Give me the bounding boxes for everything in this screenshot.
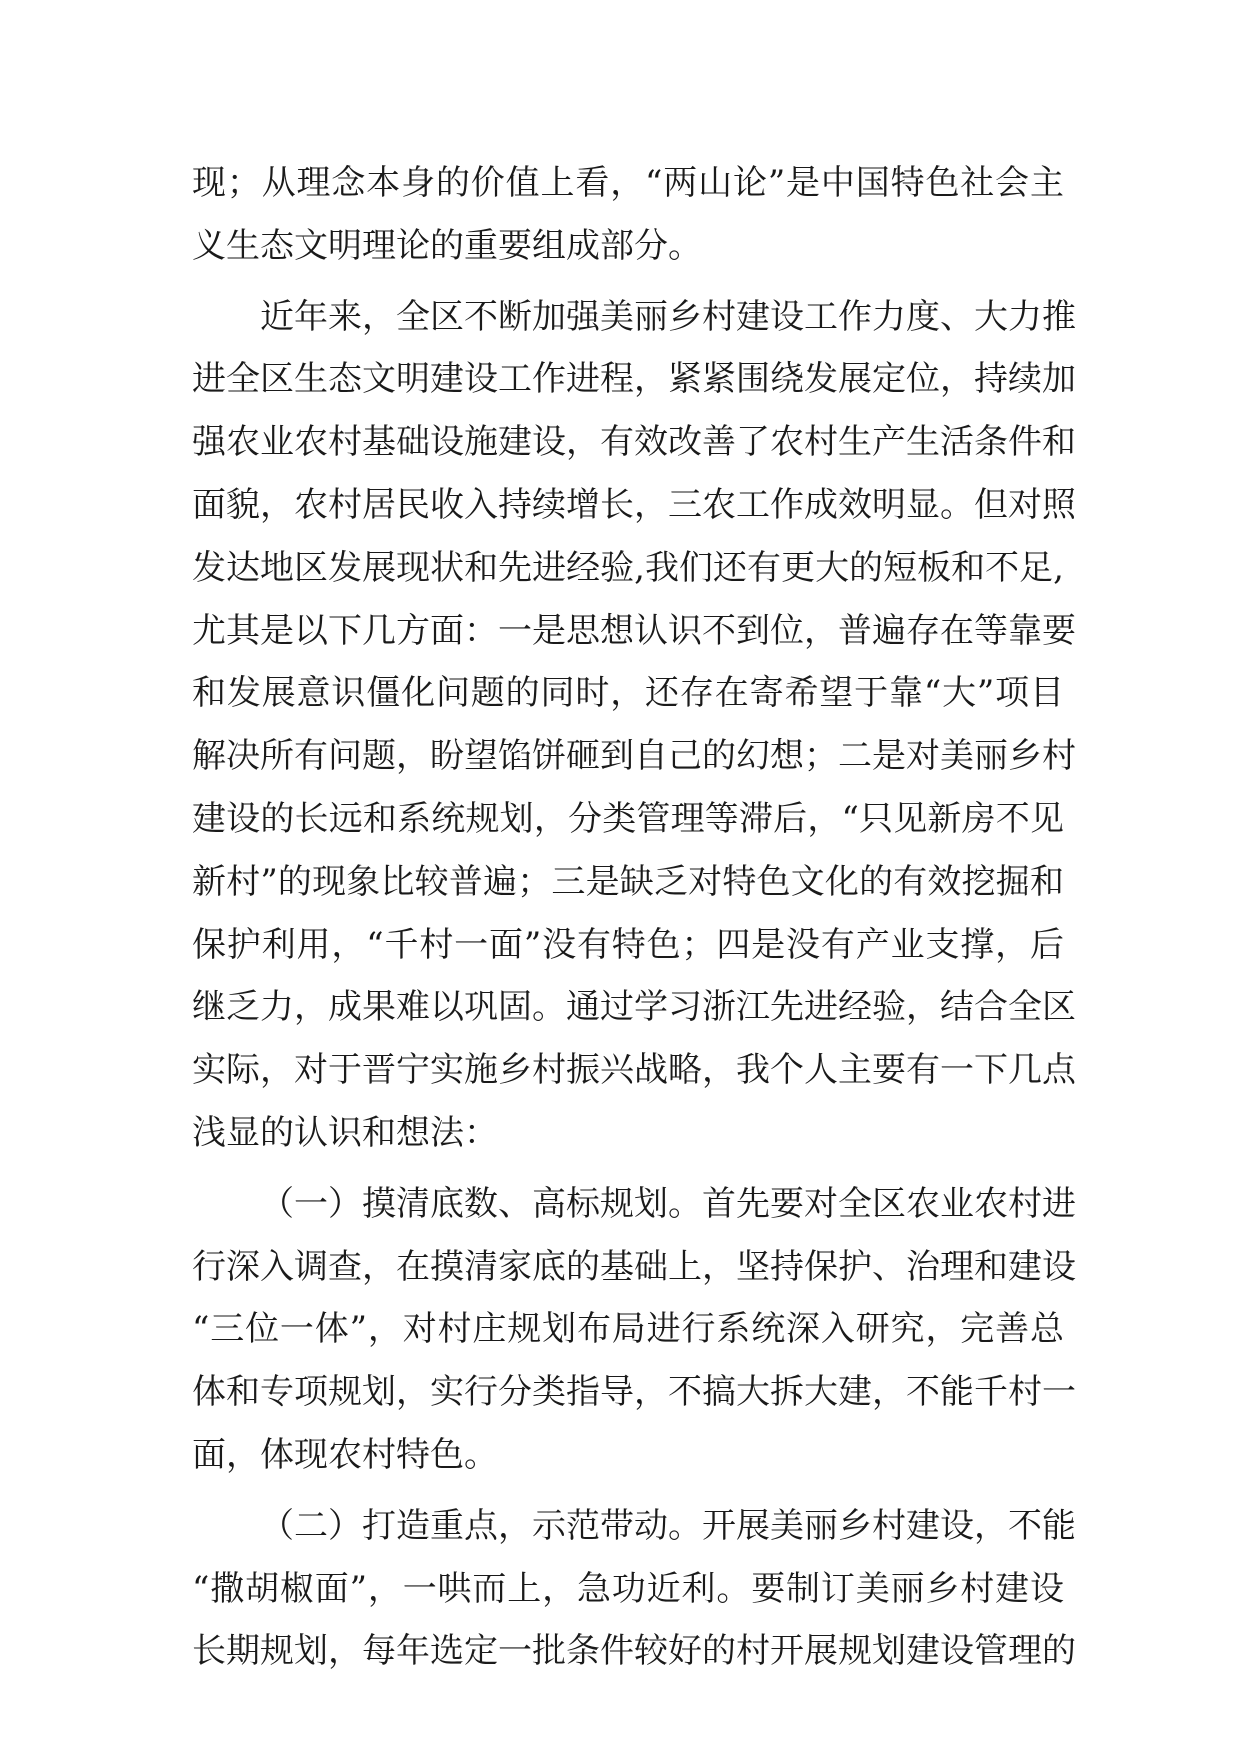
text-line: “三位一体”，对村庄规划布局进行系统深入研究，完善总	[192, 1309, 1064, 1350]
paragraph	[192, 1173, 1076, 1487]
text-line: 解决所有问题，盼望馅饼砸到自己的幻想；二是对美丽乡村	[192, 736, 1076, 777]
text-line: 浅显的认识和想法：	[192, 1112, 498, 1153]
paragraph	[192, 1495, 1076, 1683]
paragraph-gap	[192, 1487, 1064, 1495]
text-line: （二）打造重点，示范带动。开展美丽乡村建设，不能	[260, 1505, 1076, 1546]
text-line: 尤其是以下几方面：一是思想认识不到位，普遍存在等靠要	[192, 610, 1076, 651]
paragraph-gap	[192, 278, 1064, 286]
paragraph-gap	[192, 1165, 1064, 1173]
text-line: 继乏力，成果难以巩固。通过学习浙江先进经验，结合全区	[192, 987, 1076, 1028]
text-line: 现；从理念本身的价值上看，“两山论”是中国特色社会主	[192, 163, 1064, 203]
text-line: 面貌，农村居民收入持续增长，三农工作成效明显。但对照	[192, 484, 1076, 525]
text-line: （一）摸清底数、高标规划。首先要对全区农业农村进	[260, 1183, 1076, 1224]
paragraph	[192, 286, 1076, 1165]
text-line: 建设的长远和系统规划，分类管理等滞后，“只见新房不见	[192, 798, 1064, 839]
text-line: 义生态文明理论的重要组成部分。	[192, 225, 702, 266]
paragraph	[192, 152, 1064, 278]
text-line: 行深入调查，在摸清家底的基础上，坚持保护、治理和建设	[192, 1246, 1076, 1287]
text-line: 强农业农村基础设施建设，有效改善了农村生产生活条件和	[192, 422, 1076, 463]
text-line: 保护利用，“千村一面”没有特色；四是没有产业支撑，后	[192, 924, 1064, 965]
document-body	[192, 152, 1076, 1683]
text-line: 和发展意识僵化问题的同时，还存在寄希望于靠“大”项目	[192, 673, 1064, 714]
text-line: 近年来，全区不断加强美丽乡村建设工作力度、大力推	[260, 296, 1076, 337]
text-line: 发达地区发展现状和先进经验,我们还有更大的短板和不足,	[192, 547, 1064, 588]
text-line: 实际，对于晋宁实施乡村振兴战略，我个人主要有一下几点	[192, 1050, 1076, 1091]
text-line: 进全区生态文明建设工作进程，紧紧围绕发展定位，持续加	[192, 359, 1076, 400]
text-line: 新村”的现象比较普遍；三是缺乏对特色文化的有效挖掘和	[192, 861, 1064, 902]
text-line: 面，体现农村特色。	[192, 1434, 498, 1475]
text-line: 体和专项规划，实行分类指导，不搞大拆大建，不能千村一	[192, 1372, 1076, 1413]
text-line: 长期规划，每年选定一批条件较好的村开展规划建设管理的	[192, 1631, 1076, 1672]
text-line: “撒胡椒面”，一哄而上，急功近利。要制订美丽乡村建设	[192, 1568, 1064, 1609]
